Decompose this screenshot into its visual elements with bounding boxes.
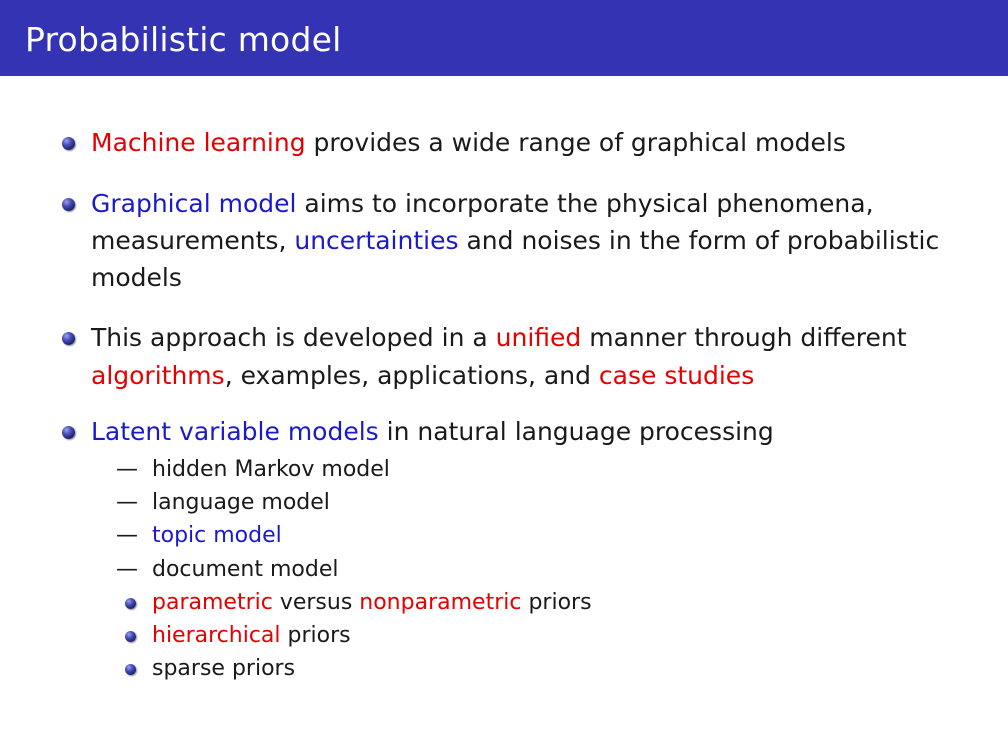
dash-marker: — <box>116 457 138 482</box>
subitem-language-model: language model <box>152 490 330 515</box>
dash-marker: — <box>116 523 138 548</box>
ball-bullet-icon <box>62 332 75 345</box>
slide-title: Probabilistic model <box>25 20 342 59</box>
bullet-3-line-2 <box>91 361 754 391</box>
highlight-graphical-model: Graphical model <box>91 189 297 218</box>
highlight-unified: unified <box>495 323 582 352</box>
bullet-3-line-1 <box>91 323 907 353</box>
subitem-document-model: document model <box>152 557 339 582</box>
bullet-4-text <box>91 417 774 447</box>
highlight-latent-variable-models: Latent variable models <box>91 417 379 446</box>
subbullet-sparse-priors: sparse priors <box>152 656 296 681</box>
ball-bullet-icon <box>62 198 75 211</box>
highlight-parametric: parametric <box>152 590 273 615</box>
subitem-topic-model: topic model <box>152 523 282 548</box>
bullet-3-line-1-rest: manner through different <box>581 323 907 352</box>
ball-bullet-icon <box>62 137 75 150</box>
subbullet-1-rest: priors <box>521 590 592 615</box>
bullet-3-line-1-pre: This approach is developed in a <box>91 323 496 352</box>
bullet-3-line-2-mid: , examples, applications, and <box>224 361 599 390</box>
bullet-2-line-2-rest: and noises in the form of probabilistic <box>458 226 940 255</box>
ball-bullet-icon <box>125 664 136 675</box>
bullet-2-line-2 <box>91 226 939 256</box>
dash-marker: — <box>116 557 138 582</box>
highlight-hierarchical: hierarchical <box>152 623 281 648</box>
highlight-uncertainties: uncertainties <box>294 226 459 255</box>
subitem-hidden-markov-model: hidden Markov model <box>152 457 390 482</box>
bullet-4-rest: in natural language processing <box>378 417 774 446</box>
bullet-2-line-2-pre: measurements, <box>91 226 295 255</box>
bullet-2-line-3: models <box>91 263 182 292</box>
ball-bullet-icon <box>125 598 136 609</box>
dash-marker: — <box>116 490 138 515</box>
bullet-1-text <box>91 128 846 158</box>
subbullet-1-mid: versus <box>272 590 360 615</box>
bullet-2-line-1-rest: aims to incorporate the physical phenomena, <box>296 189 874 218</box>
highlight-nonparametric: nonparametric <box>359 590 522 615</box>
bullet-2-line-1 <box>91 189 874 219</box>
subbullet-hierarchical-priors <box>152 623 351 649</box>
highlight-machine-learning: Machine learning <box>91 128 306 157</box>
subbullet-parametric-priors <box>152 590 592 616</box>
subbullet-2-rest: priors <box>280 623 351 648</box>
bullet-1-rest: provides a wide range of graphical models <box>305 128 846 157</box>
title-bar <box>0 0 1008 76</box>
highlight-algorithms: algorithms <box>91 361 225 390</box>
ball-bullet-icon <box>125 631 136 642</box>
highlight-case-studies: case studies <box>598 361 755 390</box>
ball-bullet-icon <box>62 426 75 439</box>
